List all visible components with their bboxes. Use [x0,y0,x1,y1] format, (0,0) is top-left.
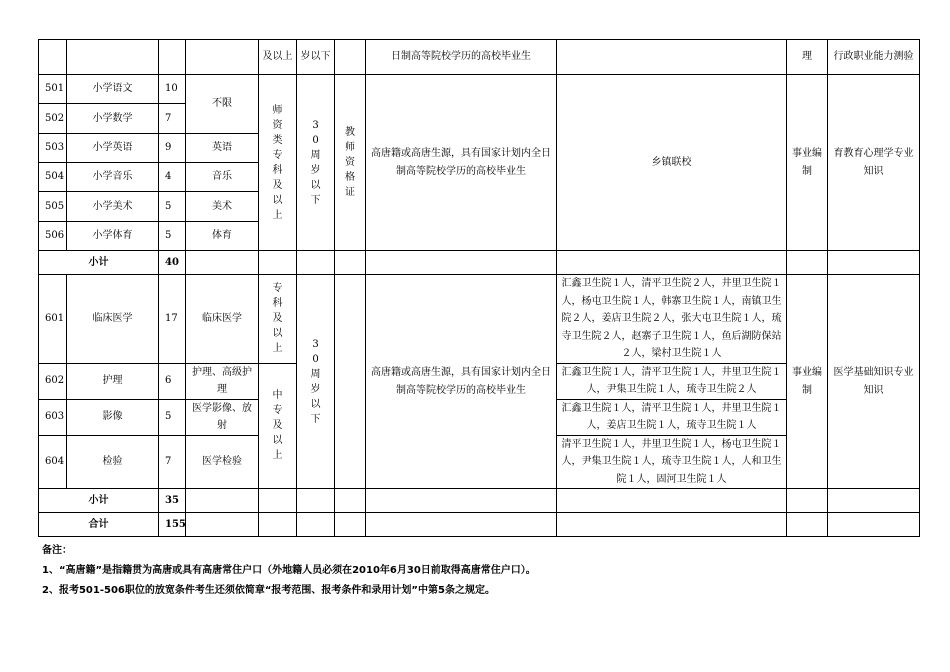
education-requirement: 师资类专科及以上 [259,75,297,251]
position-count: 17 [159,275,186,364]
position-code: 602 [39,363,67,399]
header-cell: 岁以下 [297,40,335,75]
notes-title: 备注： [42,545,72,556]
header-cell [335,40,366,75]
note-line: 1、“高唐籍”是指籍贯为高唐或具有高唐常住户口（外地籍人员必须在2010年6月30日前取得高唐常住户口）。 [42,565,536,576]
position-code: 504 [39,163,67,192]
position-name: 临床医学 [67,275,159,364]
subtotal-value: 35 [159,489,186,513]
position-code: 604 [39,435,67,489]
position-name: 小学语文 [67,75,159,104]
other-requirement: 高唐籍或高唐生源，具有国家计划内全日制高等院校学历的高校毕业生 [366,75,557,251]
exam-subject: 医学基础知识专业知识 [828,275,920,489]
position-name: 护理 [67,363,159,399]
major-requirement: 美术 [186,192,259,222]
position-count: 10 [159,75,186,104]
total-label: 合计 [39,513,159,537]
major-requirement: 英语 [186,134,259,163]
position-count: 9 [159,134,186,163]
hiring-unit: 汇鑫卫生院１人，清平卫生院１人，井里卫生院１人，姜店卫生院１人，琉寺卫生院１人 [557,399,787,435]
subtotal-label: 小计 [39,489,159,513]
header-cell: 日制高等院校学历的高校毕业生 [366,40,557,75]
position-code: 505 [39,192,67,222]
exam-subject: 育教育心理学专业知识 [828,75,920,251]
recruitment-table [38,39,920,537]
total-row [39,513,920,537]
header-cell [557,40,787,75]
hiring-unit: 清平卫生院１人，井里卫生院１人，杨屯卫生院１人，尹集卫生院１人，琉寺卫生院１人，人和卫生院１人，固河卫生院１人 [557,435,787,489]
position-code: 503 [39,134,67,163]
note-line: 2、报考501-506职位的放宽条件考生还须依简章“报考范围、报考条件和录用计划”中第5条之规定。 [42,585,495,596]
position-count: 5 [159,192,186,222]
header-cell [186,40,259,75]
position-code: 501 [39,75,67,104]
position-count: 5 [159,399,186,435]
other-requirement: 高唐籍或高唐生源，具有国家计划内全日制高等院校学历的高校毕业生 [366,275,557,489]
certificate-requirement [335,275,366,489]
position-name: 小学英语 [67,134,159,163]
certificate-requirement: 教师资格证 [335,75,366,251]
position-code: 601 [39,275,67,364]
position-name: 影像 [67,399,159,435]
position-name: 小学数学 [67,104,159,134]
hiring-unit: 乡镇联校 [557,75,787,251]
major-requirement: 医学检验 [186,435,259,489]
table-row [39,275,920,364]
position-name: 检验 [67,435,159,489]
header-cell: 及以上 [259,40,297,75]
notes [42,541,536,601]
major-requirement: 临床医学 [186,275,259,364]
staffing-nature: 事业编制 [787,75,828,251]
hiring-unit: 汇鑫卫生院１人，清平卫生院１人，井里卫生院１人，尹集卫生院１人，琉寺卫生院２人 [557,363,787,399]
major-requirement: 不限 [186,75,259,134]
age-requirement: 30周岁以下 [297,275,335,489]
education-requirement: 专科及以上 [259,275,297,364]
subtotal-label: 小计 [39,251,159,275]
header-cell [159,40,186,75]
position-count: 5 [159,222,186,251]
staffing-nature: 事业编制 [787,275,828,489]
position-count: 7 [159,104,186,134]
position-count: 6 [159,363,186,399]
position-count: 7 [159,435,186,489]
position-name: 小学音乐 [67,163,159,192]
major-requirement: 音乐 [186,163,259,192]
age-requirement: 30周岁以下 [297,75,335,251]
header-cell [67,40,159,75]
subtotal-row [39,251,920,275]
hiring-unit: 汇鑫卫生院１人，清平卫生院２人，井里卫生院１人，杨屯卫生院１人，韩寨卫生院１人，南镇卫生院２人，姜店卫生院２人，张大屯卫生院１人，琉寺卫生院２人，赵寨子卫生院１人，鱼后湖防保站２人，梁村卫生院１人 [557,275,787,364]
education-requirement: 中专及以上 [259,363,297,489]
position-name: 小学美术 [67,192,159,222]
position-code: 603 [39,399,67,435]
position-code: 502 [39,104,67,134]
header-cell: 理 [787,40,828,75]
position-code: 506 [39,222,67,251]
total-value: 155 [159,513,186,537]
major-requirement: 医学影像、放射 [186,399,259,435]
subtotal-value: 40 [159,251,186,275]
major-requirement: 护理、高级护理 [186,363,259,399]
header-row [39,40,920,75]
position-name: 小学体育 [67,222,159,251]
subtotal-row [39,489,920,513]
header-cell [39,40,67,75]
major-requirement: 体育 [186,222,259,251]
position-count: 4 [159,163,186,192]
table-row [39,75,920,104]
header-cell: 行政职业能力测验 [828,40,920,75]
